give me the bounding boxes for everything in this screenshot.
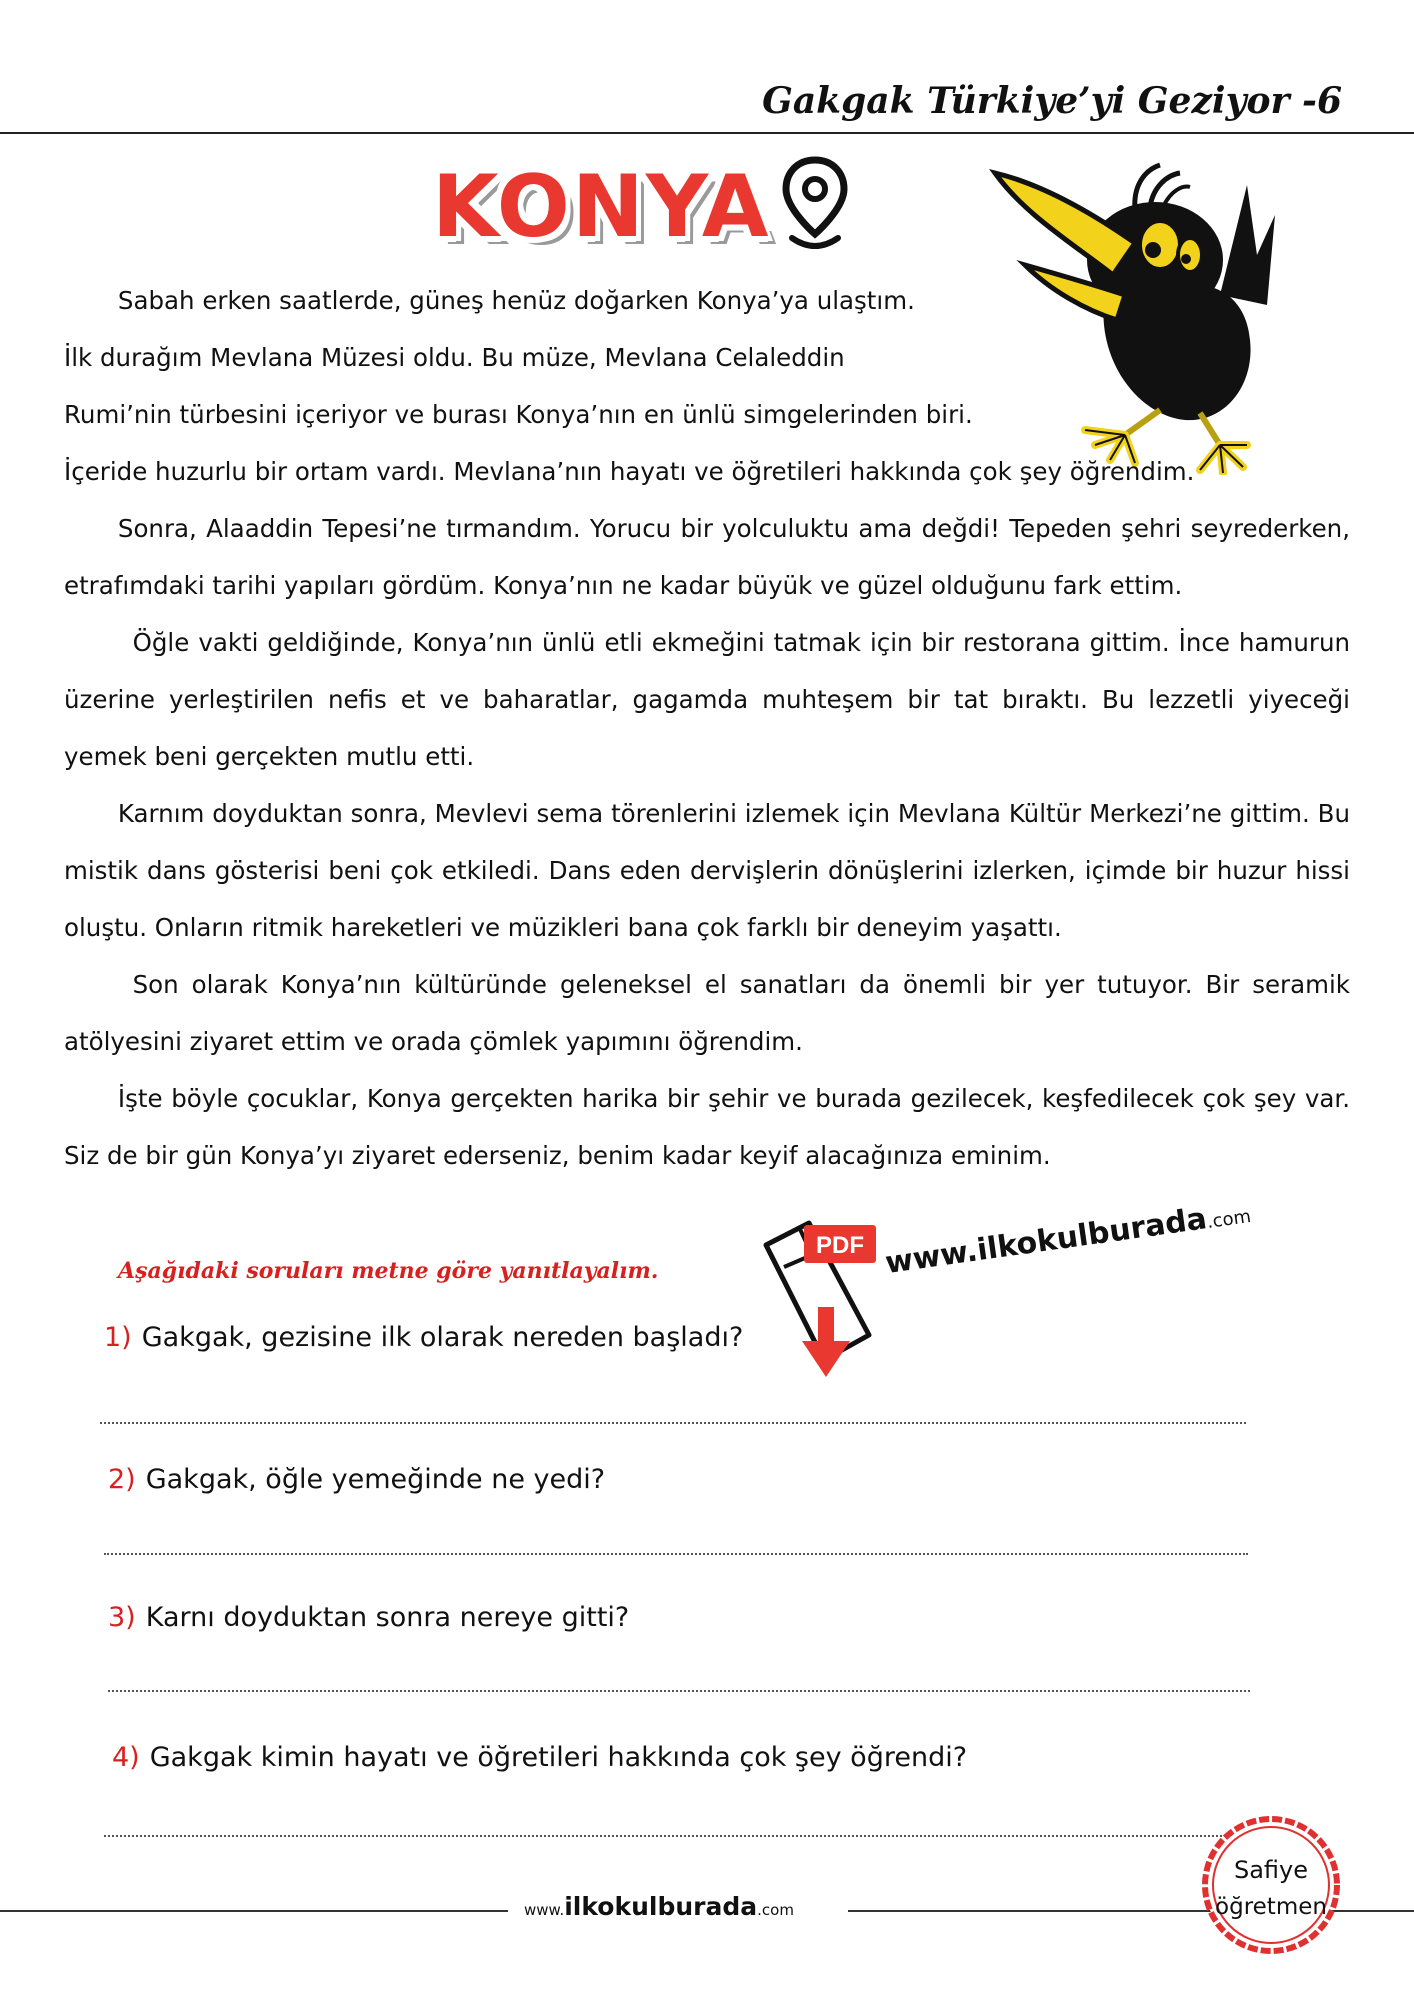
teacher-stamp xyxy=(1196,1810,1346,1960)
answer-line[interactable] xyxy=(104,1553,1248,1555)
question-number: 4) xyxy=(112,1742,140,1773)
question-2 xyxy=(108,1464,605,1495)
story-line: Rumi’nin türbesini içeriyor ve burası Konya’nın en ünlü simgelerinden biri. xyxy=(64,400,973,429)
question-number: 1) xyxy=(104,1322,132,1353)
title-block xyxy=(432,157,850,257)
pdf-badge-text: PDF xyxy=(816,1232,864,1259)
location-pin-icon xyxy=(780,154,850,254)
story-line: İçeride huzurlu bir ortam vardı. Mevlana’nın hayatı ve öğretileri hakkında çok şey öğrendim. xyxy=(64,457,1195,486)
question-1 xyxy=(104,1322,743,1353)
stamp-line-1: Safiye xyxy=(1233,1856,1309,1884)
footer-url xyxy=(524,1892,794,1921)
question-number: 3) xyxy=(108,1602,136,1633)
questions-heading: Aşağıdaki soruları metne göre yanıtlayalım. xyxy=(118,1258,659,1284)
header-title: Gakgak Türkiye’yi Geziyor -6 xyxy=(762,80,1342,122)
answer-line[interactable] xyxy=(100,1422,1246,1424)
page-title: KONYA xyxy=(432,157,771,257)
question-3 xyxy=(108,1602,629,1633)
story-paragraph: Karnım doyduktan sonra, Mevlevi sema törenlerini izlemek için Mevlana Kültür Merkezi’ne gittim. Bu mistik dans gösterisi beni çok etkiledi. Dans eden dervişlerin dönüşlerini izlerken, içimde bir huzur hissi oluştu. Onların ritmik hareketleri ve müzikleri bana çok farklı bir deneyim yaşattı. xyxy=(64,799,1350,942)
story-line: Sabah erken saatlerde, güneş henüz doğarken Konya’ya ulaştım. xyxy=(117,286,915,315)
footer-url-prefix: www. xyxy=(524,1901,565,1919)
story-paragraph: Son olarak Konya’nın kültüründe geleneksel el sanatları da önemli bir yer tutuyor. Bir seramik atölyesini ziyaret ettim ve orada çömlek yapımını öğrendim. xyxy=(64,970,1350,1056)
footer-url-suffix: .com xyxy=(757,1901,794,1919)
question-text: Karnı doyduktan sonra nereye gitti? xyxy=(145,1602,630,1633)
story-text xyxy=(64,272,1350,1184)
footer-divider-left xyxy=(0,1910,508,1912)
header-divider xyxy=(0,132,1414,134)
question-text: Gakgak kimin hayatı ve öğretileri hakkında çok şey öğrendi? xyxy=(149,1742,968,1773)
pdf-download-icon[interactable] xyxy=(754,1215,884,1385)
site-watermark xyxy=(883,1195,1253,1281)
question-number: 2) xyxy=(108,1464,136,1495)
question-4 xyxy=(112,1742,967,1773)
story-paragraph: Sonra, Alaaddin Tepesi’ne tırmandım. Yorucu bir yolculuktu ama değdi! Tepeden şehri seyrederken, etrafımdaki tarihi yapıları gördüm. Konya’nın ne kadar büyük ve güzel olduğunu fark ettim. xyxy=(64,514,1350,600)
answer-line[interactable] xyxy=(104,1835,1250,1837)
stamp-line-2: öğretmen xyxy=(1215,1894,1327,1920)
footer-url-main: ilkokulburada xyxy=(564,1892,758,1921)
story-line: İlk durağım Mevlana Müzesi oldu. Bu müze, Mevlana Celaleddin xyxy=(64,343,845,372)
question-text: Gakgak, gezisine ilk olarak nereden başladı? xyxy=(141,1322,744,1353)
watermark-suffix: .com xyxy=(1205,1205,1253,1233)
answer-line[interactable] xyxy=(108,1690,1250,1692)
watermark-main: www.ilkokulburada xyxy=(883,1201,1209,1281)
story-paragraph: Öğle vakti geldiğinde, Konya’nın ünlü etli ekmeğini tatmak için bir restorana gittim. İnce hamurun üzerine yerleştirilen nefis et ve baharatlar, gagamda muhteşem bir tat bıraktı. Bu lezzetli yiyeceği yemek beni gerçekten mutlu etti. xyxy=(64,628,1350,771)
story-paragraph: İşte böyle çocuklar, Konya gerçekten harika bir şehir ve burada gezilecek, keşfedilecek çok şey var. Siz de bir gün Konya’yı ziyaret ederseniz, benim kadar keyif alacağınıza eminim. xyxy=(64,1084,1350,1170)
question-text: Gakgak, öğle yemeğinde ne yedi? xyxy=(145,1464,606,1495)
